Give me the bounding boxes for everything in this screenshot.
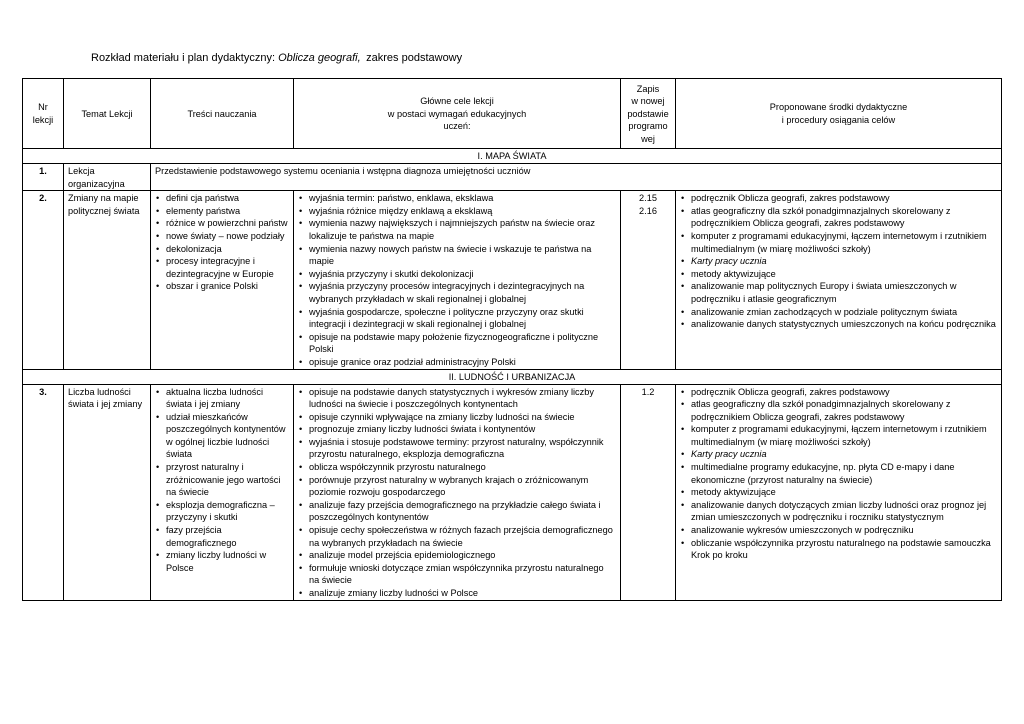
list-item: • komputer z programami edukacyjnymi, łączem internetowym i rzutnikiem multimedialnym (w miarę możliwości szkoły) — [691, 230, 997, 255]
list-item: • analizowanie danych statystycznych umieszczonych na końcu podręcznika — [691, 318, 997, 331]
list-item: • eksplozja demograficzna – przyczyny i skutki — [166, 499, 289, 524]
list-item: • analizowanie wykresów umieszczonych w podręczniku — [691, 524, 997, 537]
list-item: • zmiany liczby ludności w Polsce — [166, 549, 289, 574]
list-item: • Karty pracy ucznia — [691, 448, 997, 461]
lesson-description: Przedstawienie podstawowego systemu oceniania i wstępna diagnoza umiejętności uczniów — [151, 164, 1002, 191]
title-italic: Oblicza geografi, — [278, 52, 361, 64]
list-item: • obliczanie współczynnika przyrostu naturalnego na podstawie samouczka Krok po kroku — [691, 537, 997, 562]
content-list — [155, 192, 289, 293]
list-item: • multimedialne programy edukacyjne, np. płyta CD e-mapy i dane ekonomiczne (przyrost naturalny na świecie) — [691, 461, 997, 486]
document-title — [91, 52, 462, 64]
list-item: • atlas geograficzny dla szkół ponadgimnazjalnych skorelowany z podręcznikiem Oblicza geografi, zakres podstawowy — [691, 205, 997, 230]
list-item: • oblicza współczynnik przyrostu naturalnego — [309, 461, 616, 474]
list-item: • prognozuje zmiany liczby ludności świata i kontynentów — [309, 423, 616, 436]
section-row-ludnosc — [23, 369, 1002, 384]
list-item: • opisuje na podstawie danych statystycznych i wykresów zmiany liczby ludności na świecie i poszczególnych kontynentach — [309, 386, 616, 411]
header-nr: Nr lekcji — [23, 79, 64, 149]
lesson-number: 3. — [23, 384, 64, 600]
list-item: • wyjaśnia przyczyny i skutki dekolonizacji — [309, 268, 616, 281]
list-item: • analizuje fazy przejścia demograficznego na przykładzie całego świata i poszczególnych kontynentów — [309, 499, 616, 524]
lesson-topic: Liczba ludności świata i jej zmiany — [64, 384, 151, 600]
section-row-mapa-swiata — [23, 149, 1002, 164]
table-row-lesson-1 — [23, 164, 1002, 191]
list-item: • podręcznik Oblicza geografi, zakres podstawowy — [691, 192, 997, 205]
section-title: II. LUDNOŚĆ I URBANIZACJA — [23, 369, 1002, 384]
curriculum-table — [22, 78, 1002, 601]
list-item: • analizowanie map politycznych Europy i świata umieszczonych w podręczniku i atlasie geograficznym — [691, 280, 997, 305]
header-srodki: Proponowane środki dydaktyczne i procedury osiągania celów — [676, 79, 1002, 149]
list-item: • porównuje przyrost naturalny w wybranych krajach o zróżnicowanym poziomie rozwoju gospodarczego — [309, 474, 616, 499]
list-item: • aktualna liczba ludności świata i jej zmiany — [166, 386, 289, 411]
list-item: • różnice w powierzchni państw — [166, 217, 289, 230]
methods-list — [680, 386, 997, 562]
list-item: • wyjaśnia różnice między enklawą a eksklawą — [309, 205, 616, 218]
list-item: • dekolonizacja — [166, 243, 289, 256]
list-item: • wymienia nazwy nowych państw na świecie i wskazuje te państwa na mapie — [309, 243, 616, 268]
list-item: • obszar i granice Polski — [166, 280, 289, 293]
list-item: • formułuje wnioski dotyczące zmian współczynnika przyrostu naturalnego na świecie — [309, 562, 616, 587]
list-item: • wyjaśnia gospodarcze, społeczne i polityczne przyczyny oraz skutki integracji i dezintegracji w skali regionalnej i globalnej — [309, 306, 616, 331]
list-item: • analizowanie danych dotyczących zmian liczby ludności oraz prognoz jej zmian umieszczonych w podręczniku i roczniku statystycznym — [691, 499, 997, 524]
section-title: I. MAPA ŚWIATA — [23, 149, 1002, 164]
list-item: • wyjaśnia przyczyny procesów integracyjnych i dezintegracyjnych na wybranych przykładach w skali regionalnej i globalnej — [309, 280, 616, 305]
methods-list-cell — [676, 191, 1002, 369]
list-item: • opisuje czynniki wpływające na zmiany liczby ludności na świecie — [309, 411, 616, 424]
lesson-topic: Lekcja organizacyjna — [64, 164, 151, 191]
header-row — [23, 79, 1002, 149]
lesson-number: 1. — [23, 164, 64, 191]
goals-list-cell — [294, 191, 621, 369]
list-item: • udział mieszkańców poszczególnych kontynentów w ogólnej liczbie ludności świata — [166, 411, 289, 461]
goals-list — [298, 192, 616, 368]
title-suffix: zakres podstawowy — [360, 52, 463, 64]
list-item: • analizowanie zmian zachodzących w podziale politycznym świata — [691, 306, 997, 319]
list-item: • analizuje zmiany liczby ludności w Polsce — [309, 587, 616, 600]
list-item: • wyjaśnia i stosuje podstawowe terminy: przyrost naturalny, współczynnik przyrostu naturalnego, eksplozja demograficzna — [309, 436, 616, 461]
list-item: • atlas geograficzny dla szkół ponadgimnazjalnych skorelowany z podręcznikiem Oblicza geografi, zakres podstawowy — [691, 398, 997, 423]
lesson-topic: Zmiany na mapie politycznej świata — [64, 191, 151, 369]
list-item: • podręcznik Oblicza geografi, zakres podstawowy — [691, 386, 997, 399]
list-item: • nowe światy – nowe podziały — [166, 230, 289, 243]
list-item: • procesy integracyjne i dezintegracyjne w Europie — [166, 255, 289, 280]
list-item: • wymienia nazwy największych i najmniejszych państw na świecie oraz lokalizuje te państwa na mapie — [309, 217, 616, 242]
methods-list — [680, 192, 997, 331]
lesson-number: 2. — [23, 191, 64, 369]
goals-list-cell — [294, 384, 621, 600]
methods-list-cell — [676, 384, 1002, 600]
content-list-cell — [151, 384, 294, 600]
list-item: • opisuje na podstawie mapy położenie fizycznogeograficzne i polityczne Polski — [309, 331, 616, 356]
content-list-cell — [151, 191, 294, 369]
list-item: • metody aktywizujące — [691, 486, 997, 499]
header-zapis: Zapis w nowej podstawie programo wej — [621, 79, 676, 149]
curriculum-codes: 2.15 2.16 — [621, 191, 676, 369]
title-prefix: Rozkład materiału i plan dydaktyczny: — [91, 52, 279, 64]
goals-list — [298, 386, 616, 600]
list-item: • analizuje model przejścia epidemiologicznego — [309, 549, 616, 562]
content-list — [155, 386, 289, 575]
header-temat: Temat Lekcji — [64, 79, 151, 149]
curriculum-codes: 1.2 — [621, 384, 676, 600]
table-row-lesson-2 — [23, 191, 1002, 369]
list-item: • fazy przejścia demograficznego — [166, 524, 289, 549]
list-item: • Karty pracy ucznia — [691, 255, 997, 268]
list-item: • przyrost naturalny i zróżnicowanie jego wartości na świecie — [166, 461, 289, 499]
header-tresci: Treści nauczania — [151, 79, 294, 149]
list-item: • metody aktywizujące — [691, 268, 997, 281]
table-row-lesson-3 — [23, 384, 1002, 600]
list-item: • komputer z programami edukacyjnymi, łączem internetowym i rzutnikiem multimedialnym (w miarę możliwości szkoły) — [691, 423, 997, 448]
list-item: • opisuje granice oraz podział administracyjny Polski — [309, 356, 616, 369]
list-item: • wyjaśnia termin: państwo, enklawa, eksklawa — [309, 192, 616, 205]
list-item: • opisuje cechy społeczeństwa w różnych fazach przejścia demograficznego na wybranych przykładach na świecie — [309, 524, 616, 549]
list-item: • elementy państwa — [166, 205, 289, 218]
header-cele: Główne cele lekcji w postaci wymagań edukacyjnych uczeń: — [294, 79, 621, 149]
list-item: • defini cja państwa — [166, 192, 289, 205]
